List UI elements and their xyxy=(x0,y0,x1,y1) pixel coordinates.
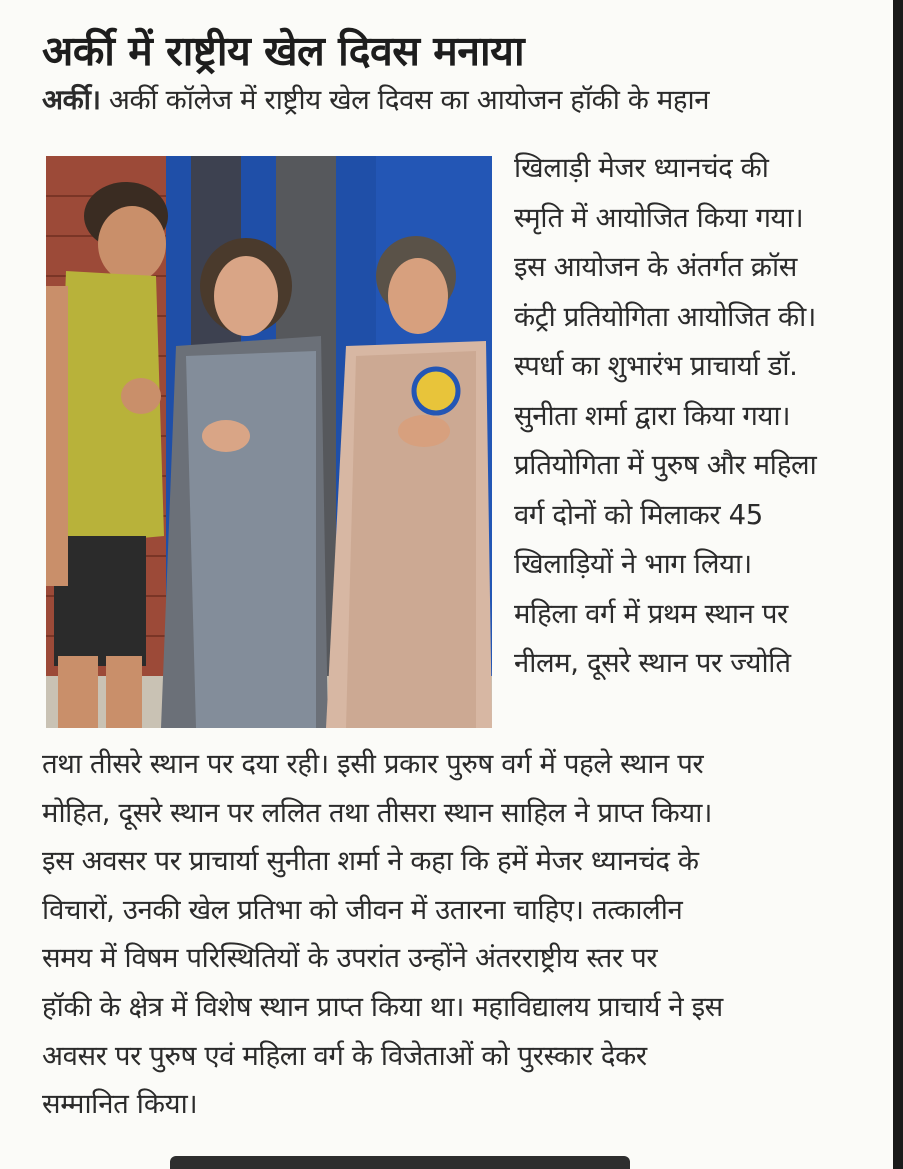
paragraph-line: हॉकी के क्षेत्र में विशेष स्थान प्राप्त किया था। महाविद्यालय प्राचार्य ने इस xyxy=(42,990,723,1023)
article-headline: अर्की में राष्ट्रीय खेल दिवस मनाया xyxy=(42,27,525,75)
paragraph-line: मोहित, दूसरे स्थान पर ललित तथा तीसरा स्थान साहिल ने प्राप्त किया। xyxy=(42,796,712,829)
paragraph-line: कंट्री प्रतियोगिता आयोजित की। xyxy=(514,300,816,333)
next-headline-fragment xyxy=(170,1156,630,1169)
lead-paragraph-line xyxy=(42,80,887,120)
lead-text: अर्की कॉलेज में राष्ट्रीय खेल दिवस का आयोजन हॉकी के महान xyxy=(108,84,710,116)
paragraph-line: स्मृति में आयोजित किया गया। xyxy=(514,201,804,234)
paragraph-line: अवसर पर पुरुष एवं महिला वर्ग के विजेताओं को पुरस्कार देकर xyxy=(42,1039,647,1072)
paragraph-line: विचारों, उनकी खेल प्रतिभा को जीवन में उतारना चाहिए। तत्कालीन xyxy=(42,893,683,926)
dateline: अर्की। xyxy=(42,84,101,116)
paragraph-line: प्रतियोगिता में पुरुष और महिला xyxy=(514,449,817,481)
paragraph-line: तथा तीसरे स्थान पर दया रही। इसी प्रकार पुरुष वर्ग में पहले स्थान पर xyxy=(42,748,704,780)
scan-edge xyxy=(893,0,903,1169)
article-photo xyxy=(46,156,492,728)
wrapped-text-column xyxy=(514,144,886,689)
previous-article-fragment xyxy=(40,0,860,12)
photo-illustration xyxy=(46,156,492,728)
paragraph-line: इस आयोजन के अंतर्गत क्रॉस xyxy=(514,251,797,283)
paragraph-line: खिलाड़ियों ने भाग लिया। xyxy=(514,548,752,580)
paragraph-line: वर्ग दोनों को मिलाकर 45 xyxy=(514,498,763,531)
paragraph-line: खिलाड़ी मेजर ध्यानचंद की xyxy=(514,152,769,184)
paragraph-line: महिला वर्ग में प्रथम स्थान पर xyxy=(514,597,788,630)
paragraph-line: स्पर्धा का शुभारंभ प्राचार्या डॉ. xyxy=(514,350,798,382)
paragraph-line: इस अवसर पर प्राचार्या सुनीता शर्मा ने कहा कि हमें मेजर ध्यानचंद के xyxy=(42,845,699,878)
paragraph-line: नीलम, दूसरे स्थान पर ज्योति xyxy=(514,647,791,679)
paragraph-line: समय में विषम परिस्थितियों के उपरांत उन्होंने अंतरराष्ट्रीय स्तर पर xyxy=(42,942,658,975)
article-body xyxy=(42,740,887,1129)
paragraph-line: सुनीता शर्मा द्वारा किया गया। xyxy=(514,399,791,432)
paragraph-line: सम्मानित किया। xyxy=(42,1088,198,1121)
